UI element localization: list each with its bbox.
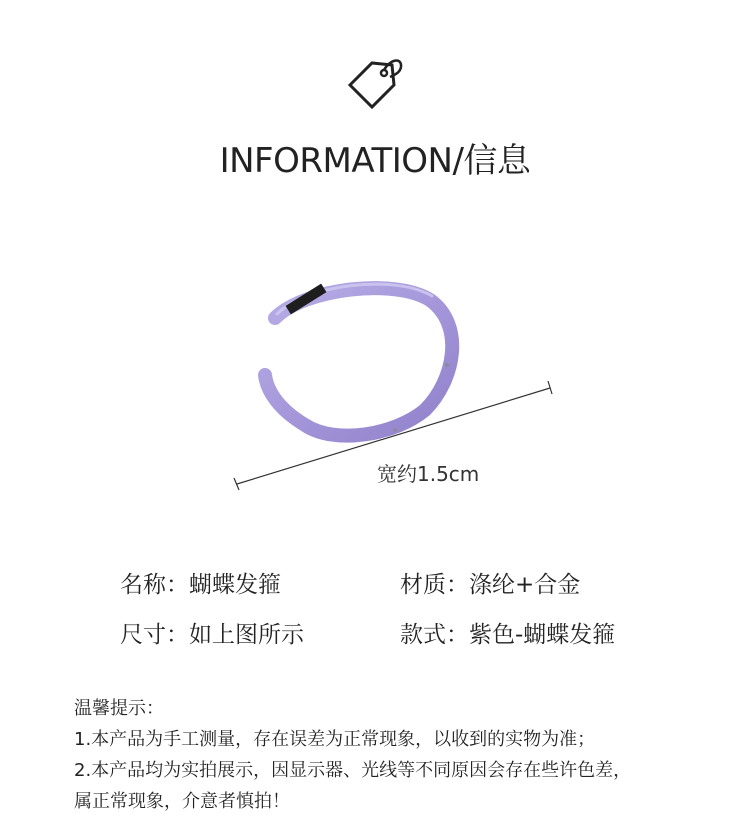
spec-style: [400, 616, 615, 649]
notes-heading: 温馨提示：: [74, 698, 164, 719]
price-tag-icon: [346, 55, 406, 113]
notes-line: 1.本产品为手工测量，存在误差为正常现象，以收到的实物为准；: [74, 729, 596, 750]
spec-key: 款式：: [400, 622, 469, 648]
width-label: 宽约1.5cm: [377, 462, 480, 486]
spec-value: 蝴蝶发箍: [189, 572, 281, 598]
spec-size: [120, 616, 304, 649]
spec-key: 尺寸：: [120, 622, 189, 648]
page-title: INFORMATION/信息: [219, 141, 531, 181]
notes-line: 2.本产品均为实拍展示，因显示器、光线等不同原因会存在些许色差，: [74, 760, 632, 781]
notes-line: 属正常现象，介意者慎拍！: [74, 791, 290, 812]
spec-key: 材质：: [400, 572, 469, 598]
spec-value: 涤纶+合金: [469, 572, 581, 598]
spec-material: [400, 566, 580, 599]
spec-key: 名称：: [120, 572, 189, 598]
notes-section: [74, 693, 631, 817]
spec-value: 紫色-蝴蝶发箍: [469, 622, 616, 648]
spec-value: 如上图所示: [189, 622, 304, 648]
spec-name: [120, 566, 281, 599]
